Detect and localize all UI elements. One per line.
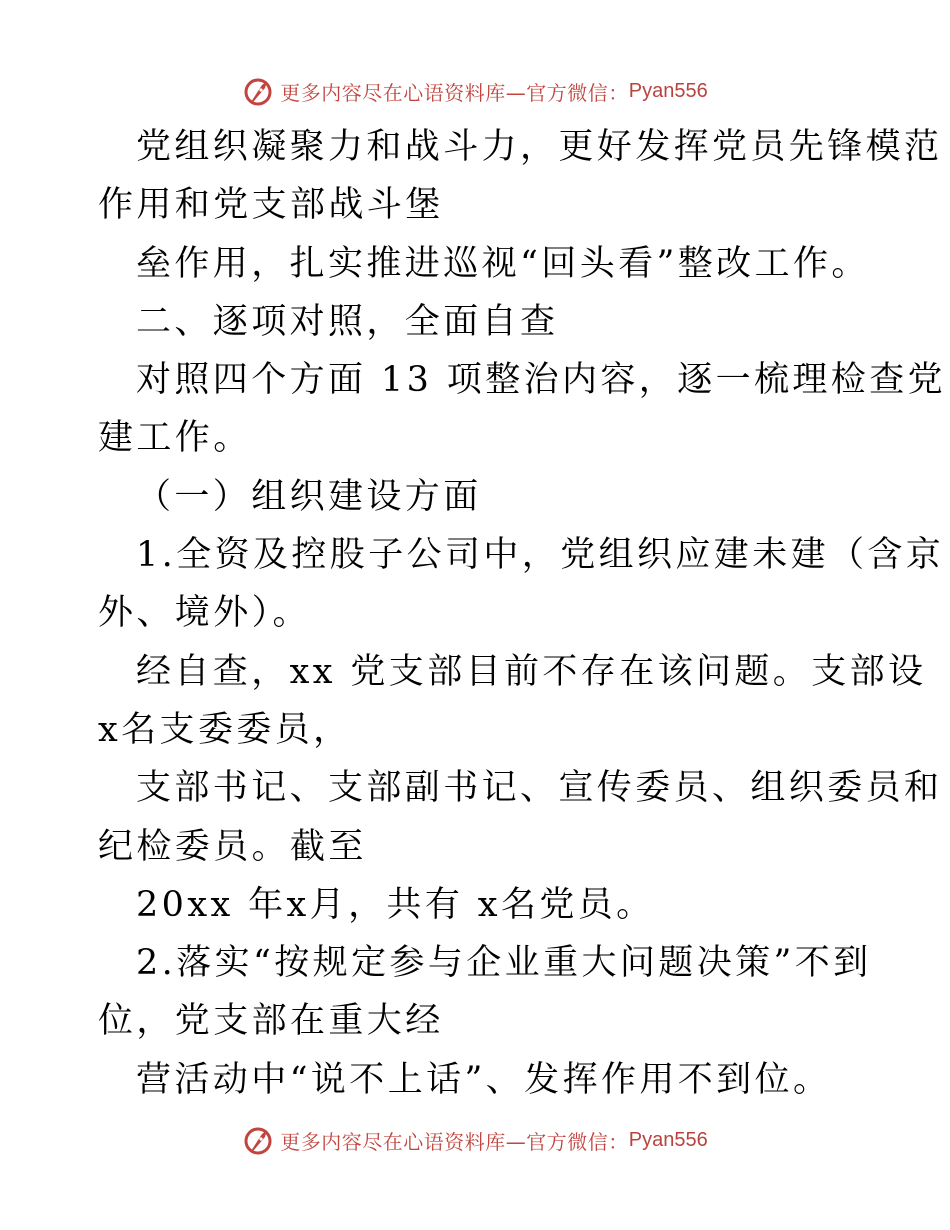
watermark-header (0, 74, 950, 108)
body-line: 20xx 年x月，共有 x名党员。 (136, 884, 655, 925)
item-line: 营活动中“说不上话”、发挥作用不到位。 (136, 1059, 832, 1100)
watermark-brand-text: 更多内容尽在心语资料库—官方微信： (280, 80, 629, 105)
body-line: 作用和党支部战斗堡 (98, 185, 444, 226)
body-line: 经自查，xx 党支部目前不存在该问题。支部设 (136, 651, 927, 692)
body-line: x名支委委员， (98, 709, 352, 750)
watermark-wechat-id: Pyan556 (628, 79, 708, 102)
watermark-footer (0, 1123, 950, 1157)
body-line: 党组织凝聚力和战斗力，更好发挥党员先锋模范 (136, 127, 943, 167)
item-line: 外、境外）。 (98, 593, 311, 634)
subsection-heading: （一）组织建设方面 (136, 476, 482, 517)
body-line: 支部书记、支部副书记、宣传委员、组织委员和 (136, 768, 943, 809)
watermark-wechat-id: Pyan556 (628, 1128, 708, 1151)
body-line: 纪检委员。截至 (98, 826, 367, 867)
document-body (98, 118, 946, 1109)
section-heading: 二、逐项对照，全面自查 (136, 301, 559, 342)
body-line: 建工作。 (98, 418, 252, 459)
body-line: 对照四个方面 13 项整治内容，逐一梳理检查党 (136, 360, 946, 401)
item-line: 位，党支部在重大经 (98, 1001, 444, 1042)
item-line: 2.落实“按规定参与企业重大问题决策”不到 (136, 943, 872, 984)
pen-nib-circle-icon (242, 1124, 274, 1156)
watermark-brand-text: 更多内容尽在心语资料库—官方微信： (280, 1129, 629, 1154)
pen-nib-circle-icon (242, 75, 274, 107)
body-line: 垒作用，扎实推进巡视“回头看”整改工作。 (136, 243, 870, 284)
item-line: 1.全资及控股子公司中，党组织应建未建（含京 (136, 535, 945, 576)
